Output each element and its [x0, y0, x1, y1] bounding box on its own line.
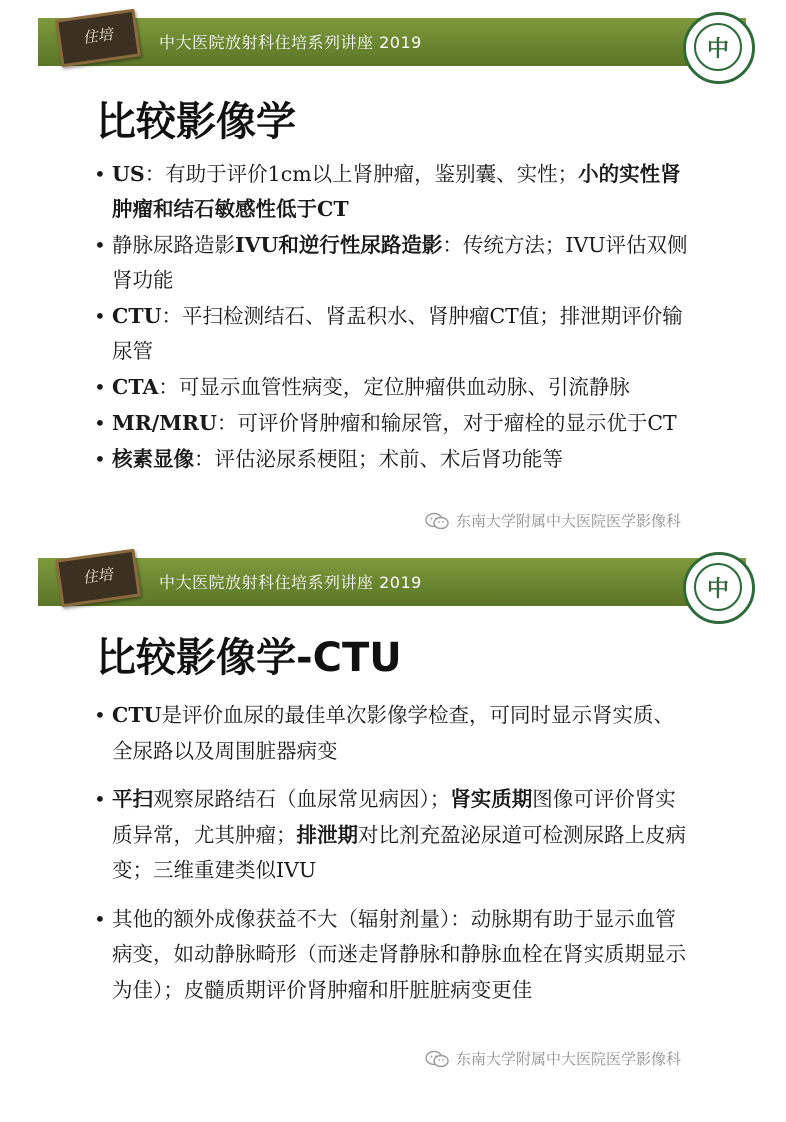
bullet-item	[94, 370, 694, 405]
watermark	[424, 1048, 681, 1069]
slide-heading: 比较影像学-CTU	[96, 635, 402, 681]
bullet-bold-text: CTU	[112, 703, 162, 727]
bullet-item	[94, 299, 694, 369]
chalkboard-label: 住培	[81, 565, 114, 588]
hospital-logo-icon	[683, 12, 755, 84]
chalkboard-badge	[55, 9, 141, 68]
bullet-text: ：评估泌尿系梗阻；术前、术后肾功能等	[194, 447, 563, 471]
bullet-text: 观察尿路结石（血尿常见病因）；	[153, 787, 451, 811]
chalkboard-badge	[55, 549, 141, 608]
bullet-bold-text: CTU	[112, 304, 162, 328]
bullet-text: ：可显示血管性病变，定位肿瘤供血动脉、引流静脉	[158, 375, 630, 399]
header-banner	[38, 558, 746, 606]
bullet-text: 图像可评价肾实质异常，尤其肿瘤；	[112, 787, 676, 847]
watermark-text: 东南大学附属中大医院医学影像科	[456, 512, 682, 530]
bullet-text: 对比剂充盈泌尿道可检测尿路上皮病变；三维重建类似IVU	[112, 822, 686, 882]
wechat-icon	[424, 1050, 450, 1068]
banner-title: 中大医院放射科住培系列讲座 2019	[159, 573, 422, 592]
banner-title: 中大医院放射科住培系列讲座 2019	[159, 33, 422, 52]
bullet-text: 其他的额外成像获益不大（辐射剂量）：动脉期有助于显示血管病变，如动静脉畸形（而迷走肾静脉和静脉血栓在肾实质期显示为佳）；皮髓质期评价肾肿瘤和肝脏脏病变更佳	[112, 906, 686, 1002]
bullet-item	[94, 442, 694, 477]
bullet-item	[94, 228, 694, 298]
bullet-item	[94, 698, 694, 769]
bullet-bold-text: CTA	[112, 375, 159, 399]
bullet-list	[94, 157, 694, 478]
bullet-item	[94, 157, 694, 227]
bullet-text: ：有助于评价1cm以上肾肿瘤，鉴别囊、实性；	[144, 162, 579, 186]
bullet-item	[94, 782, 694, 889]
chalkboard-label: 住培	[81, 25, 114, 48]
watermark-text: 东南大学附属中大医院医学影像科	[456, 1050, 682, 1068]
slide-heading: 比较影像学	[96, 99, 296, 145]
bullet-text: ：可评价肾肿瘤和输尿管，对于瘤栓的显示优于CT	[216, 411, 677, 435]
bullet-item	[94, 406, 694, 441]
watermark	[424, 510, 681, 531]
logo-glyph: 中	[694, 23, 742, 71]
bullet-bold-text: 核素显像	[112, 447, 194, 471]
bullet-text: 静脉尿路造影	[112, 233, 235, 257]
bullet-bold-text: MR/MRU	[112, 411, 217, 435]
header-banner	[38, 18, 746, 66]
bullet-text: ：平扫检测结石、肾盂积水、肾肿瘤CT值；排泄期评价输尿管	[112, 304, 683, 363]
bullet-bold-text: 平扫	[112, 787, 153, 811]
bullet-bold-text: 肾实质期	[450, 787, 533, 811]
bullet-text: 是评价血尿的最佳单次影像学检查，可同时显示肾实质、全尿路以及周围脏器病变	[112, 703, 674, 763]
bullet-text: ：传统方法；IVU评估双侧肾功能	[112, 233, 688, 292]
bullet-bold-text: 排泄期	[296, 822, 358, 847]
bullet-bold-text: 小的实性肾肿瘤和结石敏感性低于CT	[112, 162, 681, 221]
slide-1	[0, 0, 786, 540]
hospital-logo-icon	[683, 552, 755, 624]
bullet-item	[94, 902, 694, 1009]
wechat-icon	[424, 512, 450, 530]
bullet-list	[94, 698, 694, 1021]
bullet-bold-text: US	[112, 162, 145, 186]
slide-2	[0, 540, 786, 1080]
logo-glyph: 中	[694, 563, 742, 611]
bullet-bold-text: IVU和逆行性尿路造影	[235, 233, 443, 257]
